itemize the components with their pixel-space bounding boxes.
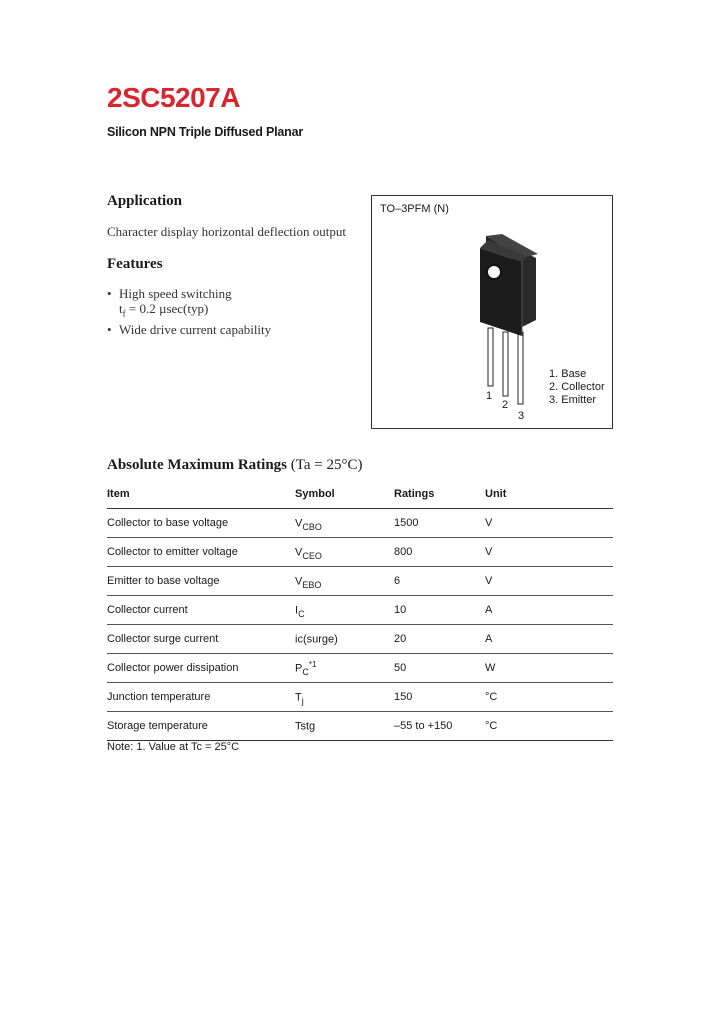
- bullet: •: [107, 286, 112, 301]
- feature-item: [107, 286, 271, 301]
- symbol-base: V: [295, 546, 303, 559]
- table-row: [107, 654, 613, 683]
- symbol-sup: *1: [308, 659, 317, 669]
- rating-item: Emitter to base voltage: [107, 575, 220, 587]
- rating-value: 20: [394, 633, 407, 645]
- feature-symbol-sub: f: [122, 308, 126, 319]
- rating-unit: W: [485, 662, 496, 674]
- ratings-condition: (Ta = 25°C): [290, 457, 363, 473]
- table-row: [107, 509, 613, 538]
- table-row: [107, 538, 613, 567]
- pin-legend-emitter: 3. Emitter: [549, 394, 597, 406]
- table-row: [107, 625, 613, 654]
- rating-value: 6: [394, 575, 401, 587]
- table-row: [107, 567, 613, 596]
- rating-item: Collector current: [107, 604, 188, 616]
- symbol-sub: EBO: [302, 579, 322, 590]
- rating-symbol: [295, 683, 394, 712]
- rating-unit: A: [485, 633, 493, 645]
- feature-value: = 0.2 µsec(typ): [125, 301, 209, 316]
- feature-item: [107, 322, 271, 337]
- col-ratings: Ratings: [394, 488, 435, 500]
- symbol-base: T: [295, 691, 302, 704]
- footnote: Note: 1. Value at Tc = 25°C: [107, 741, 240, 753]
- bullet: •: [107, 321, 112, 337]
- features-heading: Features: [107, 256, 163, 272]
- rating-unit: °C: [485, 691, 498, 703]
- rating-unit: V: [485, 517, 493, 529]
- rating-value: 10: [394, 604, 407, 616]
- features-list: [107, 286, 271, 337]
- rating-value: 1500: [394, 517, 419, 529]
- symbol-sub: C: [302, 666, 309, 677]
- ratings-table: [107, 480, 613, 741]
- pin-legend: [549, 368, 605, 407]
- rating-symbol: [295, 625, 394, 654]
- symbol-base: Tstg: [295, 720, 316, 733]
- col-unit: Unit: [485, 488, 507, 500]
- ratings-heading: [107, 457, 363, 474]
- feature-text: High speed switching: [119, 286, 232, 301]
- table-row: [107, 712, 613, 741]
- rating-unit: A: [485, 604, 493, 616]
- application-text: Character display horizontal deflection output: [107, 224, 346, 239]
- package-name: TO–3PFM (N): [380, 203, 449, 215]
- ratings-header-row: [107, 480, 613, 509]
- rating-value: –55 to +150: [394, 720, 453, 732]
- rating-item: Collector to emitter voltage: [107, 546, 238, 558]
- rating-unit: V: [485, 575, 493, 587]
- part-description: Silicon NPN Triple Diffused Planar: [107, 125, 304, 139]
- table-row: [107, 596, 613, 625]
- part-number-title: 2SC5207A: [107, 82, 240, 113]
- symbol-base: I: [295, 604, 299, 617]
- rating-item: Junction temperature: [107, 691, 211, 703]
- col-item: Item: [107, 488, 130, 500]
- rating-symbol: [295, 654, 394, 683]
- rating-symbol: [295, 509, 394, 538]
- feature-symbol: t: [119, 301, 123, 316]
- pin-number-1: 1: [486, 390, 493, 402]
- ratings-heading-text: Absolute Maximum Ratings: [107, 457, 288, 473]
- rating-value: 50: [394, 662, 407, 674]
- rating-item: Storage temperature: [107, 720, 208, 732]
- rating-symbol: [295, 567, 394, 596]
- rating-value: 800: [394, 546, 413, 558]
- symbol-base: V: [295, 517, 303, 530]
- rating-unit: V: [485, 546, 493, 558]
- rating-item: Collector surge current: [107, 633, 219, 645]
- rating-item: Collector to base voltage: [107, 517, 229, 529]
- feature-item: [107, 301, 271, 322]
- application-heading: Application: [107, 193, 183, 209]
- col-symbol: Symbol: [295, 488, 335, 500]
- rating-symbol: [295, 538, 394, 567]
- pin-number-2: 2: [502, 399, 509, 411]
- rating-unit: °C: [485, 720, 498, 732]
- rating-value: 150: [394, 691, 413, 703]
- table-row: [107, 683, 613, 712]
- symbol-sub: CEO: [302, 550, 322, 561]
- rating-symbol: [295, 712, 394, 741]
- symbol-sub: C: [298, 608, 305, 619]
- symbol-base: P: [295, 662, 303, 675]
- symbol-sub: j: [301, 695, 304, 706]
- pin-number-3: 3: [518, 410, 525, 422]
- rating-symbol: [295, 596, 394, 625]
- symbol-base: ic(surge): [295, 633, 338, 646]
- package-box: [371, 195, 613, 429]
- feature-text: Wide drive current capability: [119, 321, 272, 337]
- rating-item: Collector power dissipation: [107, 662, 239, 674]
- pin-legend-collector: 2. Collector: [549, 381, 605, 393]
- pin-legend-base: 1. Base: [549, 368, 587, 380]
- symbol-sub: CBO: [302, 521, 322, 532]
- symbol-base: V: [295, 575, 303, 588]
